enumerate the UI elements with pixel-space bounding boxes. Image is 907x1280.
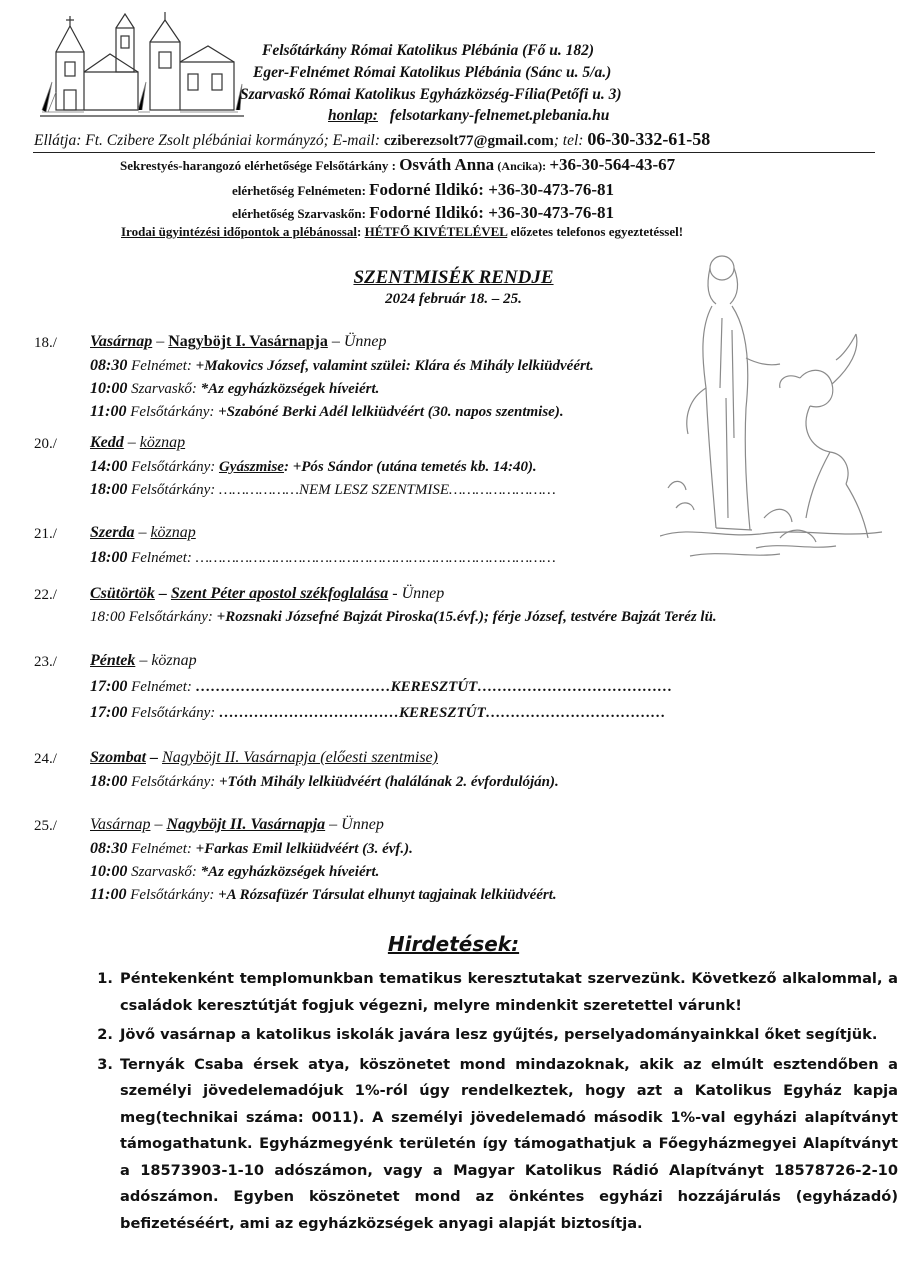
day-separator: – bbox=[134, 524, 151, 541]
mass-intention: ……………………………………………………………………… bbox=[191, 550, 556, 566]
szarvasko-value: Fodorné Ildikó: +36-30-473-76-81 bbox=[369, 203, 615, 222]
mass-intention: …………………………………KERESZTÚT………………………………… bbox=[191, 679, 673, 695]
announcement-item: 3. Ternyák Csaba érsek atya, köszönetet mond mindazoknak, akik az elmúlt esztendőben a személyi jövedelemadójuk 1%-ról úgy rendelkeztek, hogy azt a Katolikus Egyház kapja meg(technikai száma: 0011). A személyi jövedelemadó második 1%-val egyházi alapítványt támogathatunk. Egyházmegyénk területén így támogathatjuk a Főegyházmegyei Alapítványt a 18573903-1-10 adószámon, vagy a Magyar Katolikus Rádió Alapítványt 18578726-2-10 adószámon. Egyben köszönetet mond az önkéntes egyházi hozzájárulás (egyházadó) befizetéséért, ami az egyházközségek anyagi alapját biztosítja. bbox=[118, 1052, 898, 1238]
mass-entry bbox=[90, 678, 672, 696]
tel-number: 06-30-332-61-58 bbox=[587, 129, 711, 149]
day-separator: – bbox=[123, 434, 140, 451]
mass-entry bbox=[90, 549, 556, 567]
announcements-title: Hirdetések: bbox=[387, 932, 520, 956]
announcement-item: 2. Jövő vasárnap a katolikus iskolák javára lesz gyűjtés, perselyadományainkkal őket segítjük. bbox=[118, 1022, 898, 1049]
office-colon: : bbox=[356, 224, 362, 239]
mass-time: 18:00 bbox=[90, 609, 125, 625]
mass-time: 08:30 bbox=[90, 357, 128, 374]
sacristan-nick: (Ancika): bbox=[497, 159, 547, 173]
mass-intention: +Szabóné Berki Adél lelkiüdvéért (30. napos szentmise). bbox=[214, 404, 564, 420]
mass-entry bbox=[90, 481, 556, 499]
day-number: 21./ bbox=[34, 526, 57, 542]
mass-intention: : +Pós Sándor (utána temetés kb. 14:40). bbox=[283, 459, 537, 475]
day-separator: – bbox=[154, 585, 171, 602]
office-highlight: HÉTFŐ KIVÉTELÉVEL bbox=[364, 224, 508, 239]
office-label: Irodai ügyintézési időpontok a plébánossal bbox=[121, 224, 357, 239]
feast-tail: – Ünnep bbox=[325, 816, 384, 833]
day-name: Vasárnap bbox=[90, 333, 153, 350]
mass-entry bbox=[90, 357, 594, 375]
szarvasko-contact bbox=[232, 203, 614, 223]
schedule-title: SZENTMISÉK RENDJE bbox=[353, 267, 554, 288]
mass-time: 14:00 bbox=[90, 458, 128, 475]
jesus-temptation-illustration bbox=[660, 238, 885, 568]
feast-tail: - Ünnep bbox=[388, 585, 445, 602]
mass-place: Felsőtárkány: bbox=[127, 482, 216, 498]
day-name: Szerda bbox=[90, 524, 135, 541]
mass-intention: +Farkas Emil lelkiüdvéért (3. évf.). bbox=[191, 841, 413, 857]
feast-name: Nagyböjt II. Vasárnapja bbox=[166, 816, 326, 833]
homepage-label: honlap: bbox=[328, 107, 378, 124]
announcements-list bbox=[90, 966, 898, 1240]
szarvasko-label: elérhetőség Szarvaskőn: bbox=[232, 206, 366, 221]
mass-time: 17:00 bbox=[90, 678, 128, 695]
mass-place: Felnémet: bbox=[127, 550, 192, 566]
mass-intention: *Az egyházközségek híveiért. bbox=[196, 381, 380, 397]
mass-time: 18:00 bbox=[90, 481, 128, 498]
mass-place: Felnémet: bbox=[127, 679, 192, 695]
mass-intention: +Rozsnaki Józsefné Bajzát Piroska(15.évf.); férje József, testvére Bajzát Teréz lü. bbox=[212, 609, 717, 625]
mass-entry bbox=[90, 458, 537, 476]
mass-time: 17:00 bbox=[90, 704, 128, 721]
felnemet-value: Fodorné Ildikó: +36-30-473-76-81 bbox=[369, 180, 615, 199]
day-heading bbox=[90, 816, 384, 834]
feast-name: Nagyböjt II. Vasárnapja (előesti szentmise) bbox=[162, 749, 438, 766]
contact-prefix: Ellátja: Ft. Czibere Zsolt plébániai kormányzó; E-mail: bbox=[34, 132, 380, 149]
day-number: 22./ bbox=[34, 587, 57, 603]
felnemet-label: elérhetőség Felnémeten: bbox=[232, 183, 366, 198]
day-separator: – bbox=[150, 816, 167, 833]
mass-time: 08:30 bbox=[90, 840, 128, 857]
felnemet-contact bbox=[232, 180, 614, 200]
day-name: Szombat bbox=[90, 749, 147, 766]
sacristan-label: Sekrestyés-harangozó elérhetősége Felsőtárkány : bbox=[120, 158, 396, 173]
tel-label: ; tel: bbox=[553, 132, 584, 149]
day-separator: – bbox=[146, 749, 163, 766]
day-number: 24./ bbox=[34, 751, 57, 767]
day-separator: – bbox=[135, 652, 152, 669]
mass-time: 10:00 bbox=[90, 863, 128, 880]
mass-intention: +Tóth Mihály lelkiüdvéért (halálának 2. évfordulóján). bbox=[215, 774, 559, 790]
day-name: Kedd bbox=[90, 434, 124, 451]
mass-type: Gyászmise bbox=[218, 459, 284, 475]
day-heading bbox=[90, 749, 438, 767]
day-separator: – bbox=[152, 333, 169, 350]
office-rest: előzetes telefonos egyeztetéssel! bbox=[507, 224, 684, 239]
feast-name: Szent Péter apostol székfoglalása bbox=[170, 585, 389, 602]
schedule-date-range: 2024 február 18. – 25. bbox=[385, 291, 522, 307]
day-heading bbox=[90, 652, 197, 670]
mass-intention: +A Rózsafüzér Társulat elhunyt tagjainak lelkiüdvéért. bbox=[214, 887, 557, 903]
mass-entry bbox=[90, 609, 717, 626]
mass-entry bbox=[90, 840, 413, 858]
announcement-item: 1. Péntekenként templomunkban tematikus keresztutakat szervezünk. Következő alkalommal, a családok keresztútját fogjuk végezni, melyre mindenkit szeretettel várunk! bbox=[118, 966, 898, 1019]
mass-place: Felsőtárkány: bbox=[127, 705, 216, 721]
email-link[interactable]: cziberezsolt77@gmail.com bbox=[383, 133, 554, 149]
mass-place: Felsőtárkány: bbox=[125, 609, 213, 625]
mass-time: 18:00 bbox=[90, 773, 128, 790]
homepage-line bbox=[328, 107, 609, 125]
mass-time: 11:00 bbox=[90, 886, 127, 903]
mass-time: 11:00 bbox=[90, 403, 127, 420]
mass-entry bbox=[90, 886, 557, 904]
mass-intention: +Makovics József, valamint szülei: Klára és Mihály lelkiüdvéért. bbox=[191, 358, 594, 374]
day-number: 23./ bbox=[34, 654, 57, 670]
mass-place: Szarvaskő: bbox=[127, 381, 197, 397]
sacristan-phone: +36-30-564-43-67 bbox=[549, 155, 676, 174]
mass-entry bbox=[90, 380, 379, 398]
feast-name: köznap bbox=[151, 652, 197, 669]
day-heading bbox=[90, 524, 196, 542]
mass-entry bbox=[90, 863, 379, 881]
mass-place: Felsőtárkány: bbox=[126, 887, 215, 903]
feast-name: köznap bbox=[150, 524, 196, 541]
feast-name: Nagyböjt I. Vasárnapja bbox=[168, 333, 328, 350]
parish-line-3: Szarvaskő Római Katolikus Egyházközség-Fília(Petőfi u. 3) bbox=[240, 86, 622, 103]
mass-entry bbox=[90, 773, 559, 791]
header-divider bbox=[33, 152, 875, 153]
mass-place: Felsőtárkány: bbox=[127, 774, 216, 790]
mass-place: Felsőtárkány: bbox=[127, 459, 216, 475]
day-name: Csütörtök bbox=[90, 585, 155, 602]
sacristan-line bbox=[120, 155, 675, 175]
mass-entry bbox=[90, 403, 564, 421]
mass-entry bbox=[90, 704, 666, 722]
contact-line bbox=[34, 129, 710, 150]
day-number: 25./ bbox=[34, 818, 57, 834]
feast-tail: – Ünnep bbox=[327, 333, 387, 350]
day-name: Vasárnap bbox=[90, 816, 151, 833]
parish-line-1: Felsőtárkány Római Katolikus Plébánia (Fő u. 182) bbox=[262, 42, 594, 59]
day-name: Péntek bbox=[90, 652, 136, 669]
mass-time: 10:00 bbox=[90, 380, 128, 397]
day-heading bbox=[90, 585, 444, 603]
mass-intention: ………………………………KERESZTÚT……………………………… bbox=[215, 705, 666, 721]
mass-intention: ………………NEM LESZ SZENTMISE…………………… bbox=[215, 482, 556, 498]
mass-time: 18:00 bbox=[90, 549, 128, 566]
church-logo-image bbox=[38, 12, 248, 124]
feast-name: köznap bbox=[139, 434, 186, 451]
mass-place: Felsőtárkány: bbox=[126, 404, 215, 420]
parish-line-2: Eger-Felnémet Római Katolikus Plébánia (Sánc u. 5/a.) bbox=[253, 64, 612, 81]
mass-place: Felnémet: bbox=[127, 841, 192, 857]
office-hours-line bbox=[121, 224, 683, 240]
day-heading bbox=[90, 333, 387, 351]
day-number: 20./ bbox=[34, 436, 57, 452]
sacristan-name: Osváth Anna bbox=[399, 155, 495, 174]
mass-intention: *Az egyházközségek híveiért. bbox=[196, 864, 380, 880]
mass-place: Felnémet: bbox=[127, 358, 192, 374]
day-heading bbox=[90, 434, 185, 452]
homepage-link[interactable]: felsotarkany-felnemet.plebania.hu bbox=[389, 107, 610, 124]
day-number: 18./ bbox=[34, 335, 57, 351]
mass-place: Szarvaskő: bbox=[127, 864, 197, 880]
